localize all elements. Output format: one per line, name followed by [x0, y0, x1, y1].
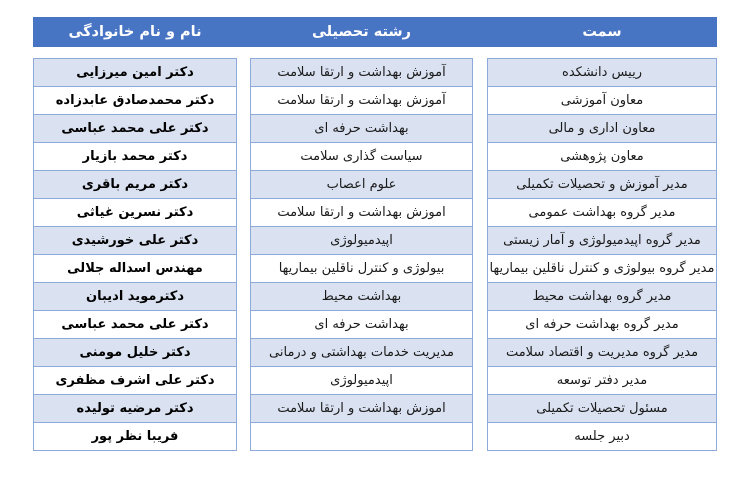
- table-row: [33, 114, 717, 143]
- cell-field: علوم اعصاب: [250, 170, 473, 199]
- cell-field: اموزش بهداشت و ارتقا سلامت: [250, 394, 473, 423]
- column-gap: [473, 226, 487, 255]
- staff-table: [33, 17, 717, 451]
- table-row: [33, 254, 717, 283]
- column-gap: [473, 394, 487, 423]
- column-gap: [473, 366, 487, 395]
- column-gap: [237, 366, 250, 395]
- table-row: [33, 282, 717, 311]
- cell-name: دکتر علی محمد عباسی: [33, 310, 237, 339]
- column-gap: [473, 338, 487, 367]
- cell-position: مدیر گروه بهداشت عمومی: [487, 198, 717, 227]
- table-row: [33, 422, 717, 451]
- header-cell-position: سمت: [582, 24, 622, 40]
- table-row: [33, 58, 717, 87]
- cell-field: بهداشت محیط: [250, 282, 473, 311]
- column-gap: [237, 338, 250, 367]
- cell-position: مدیر دفتر توسعه: [487, 366, 717, 395]
- cell-position: مدیر گروه بهداشت حرفه ای: [487, 310, 717, 339]
- column-gap: [473, 170, 487, 199]
- cell-field: سیاست گذاری سلامت: [250, 142, 473, 171]
- cell-name: دکتر نسرین غیاثی: [33, 198, 237, 227]
- cell-name: دکتر علی محمد عباسی: [33, 114, 237, 143]
- table-row: [33, 198, 717, 227]
- column-gap: [237, 394, 250, 423]
- column-gap: [473, 422, 487, 451]
- cell-name: دکتر خلیل مومنی: [33, 338, 237, 367]
- cell-position: مدیر گروه مدیریت و اقتصاد سلامت: [487, 338, 717, 367]
- column-gap: [473, 282, 487, 311]
- column-gap: [237, 58, 250, 87]
- table-row: [33, 86, 717, 115]
- cell-field: [250, 422, 473, 451]
- header-cell-field: رشته تحصیلی: [311, 24, 412, 40]
- cell-position: معاون پژوهشی: [487, 142, 717, 171]
- column-gap: [237, 310, 250, 339]
- cell-name: دکترموید ادیبان: [33, 282, 237, 311]
- cell-position: مدیر گروه اپیدمیولوژی و آمار زیستی: [487, 226, 717, 255]
- cell-position: مدیر گروه بیولوژی و کنترل ناقلین بیماریها: [487, 254, 717, 283]
- cell-field: بهداشت حرفه ای: [250, 310, 473, 339]
- cell-field: اموزش بهداشت و ارتقا سلامت: [250, 198, 473, 227]
- column-gap: [473, 86, 487, 115]
- column-gap: [473, 198, 487, 227]
- cell-field: بیولوژی و کنترل ناقلین بیماریها: [250, 254, 473, 283]
- column-gap: [473, 58, 487, 87]
- cell-name: فریبا نظر پور: [33, 422, 237, 451]
- cell-field: آموزش بهداشت و ارتقا سلامت: [250, 58, 473, 87]
- column-gap: [473, 114, 487, 143]
- cell-field: اپیدمیولوژی: [250, 366, 473, 395]
- column-gap: [237, 114, 250, 143]
- column-gap: [237, 226, 250, 255]
- column-gap: [473, 142, 487, 171]
- cell-name: مهندس اسداله جلالی: [33, 254, 237, 283]
- column-gap: [237, 170, 250, 199]
- column-gap: [237, 422, 250, 451]
- column-gap: [237, 142, 250, 171]
- column-gap: [237, 282, 250, 311]
- column-gap: [237, 198, 250, 227]
- cell-position: دبیر جلسه: [487, 422, 717, 451]
- column-gap: [473, 254, 487, 283]
- cell-position: مدیر گروه بهداشت محیط: [487, 282, 717, 311]
- header-cell-name: نام و نام خانوادگی: [68, 24, 202, 40]
- table-row: [33, 366, 717, 395]
- table-row: [33, 170, 717, 199]
- column-gap: [237, 254, 250, 283]
- cell-name: دکتر علی اشرف مظفری: [33, 366, 237, 395]
- cell-field: اپیدمیولوژی: [250, 226, 473, 255]
- cell-name: دکتر محمد بازیار: [33, 142, 237, 171]
- cell-position: مدیر آموزش و تحصیلات تکمیلی: [487, 170, 717, 199]
- cell-name: دکتر علی خورشیدی: [33, 226, 237, 255]
- cell-field: آموزش بهداشت و ارتقا سلامت: [250, 86, 473, 115]
- header-column-gap: [473, 17, 487, 47]
- header-column-gap: [237, 17, 250, 47]
- cell-position: معاون اداری و مالی: [487, 114, 717, 143]
- cell-position: معاون آموزشی: [487, 86, 717, 115]
- table-row: [33, 226, 717, 255]
- column-gap: [473, 310, 487, 339]
- cell-field: مدیریت خدمات بهداشتی و درمانی: [250, 338, 473, 367]
- cell-position: رییس دانشکده: [487, 58, 717, 87]
- table-row: [33, 338, 717, 367]
- cell-name: دکتر مرضیه تولیده: [33, 394, 237, 423]
- table-header-row: [33, 17, 717, 47]
- table-row: [33, 394, 717, 423]
- cell-name: دکتر مریم باقری: [33, 170, 237, 199]
- cell-name: دکتر محمدصادق عابدزاده: [33, 86, 237, 115]
- table-row: [33, 310, 717, 339]
- cell-field: بهداشت حرفه ای: [250, 114, 473, 143]
- table-body: [33, 58, 717, 451]
- column-gap: [237, 86, 250, 115]
- cell-name: دکتر امین میرزایی: [33, 58, 237, 87]
- cell-position: مسئول تحصیلات تکمیلی: [487, 394, 717, 423]
- table-row: [33, 142, 717, 171]
